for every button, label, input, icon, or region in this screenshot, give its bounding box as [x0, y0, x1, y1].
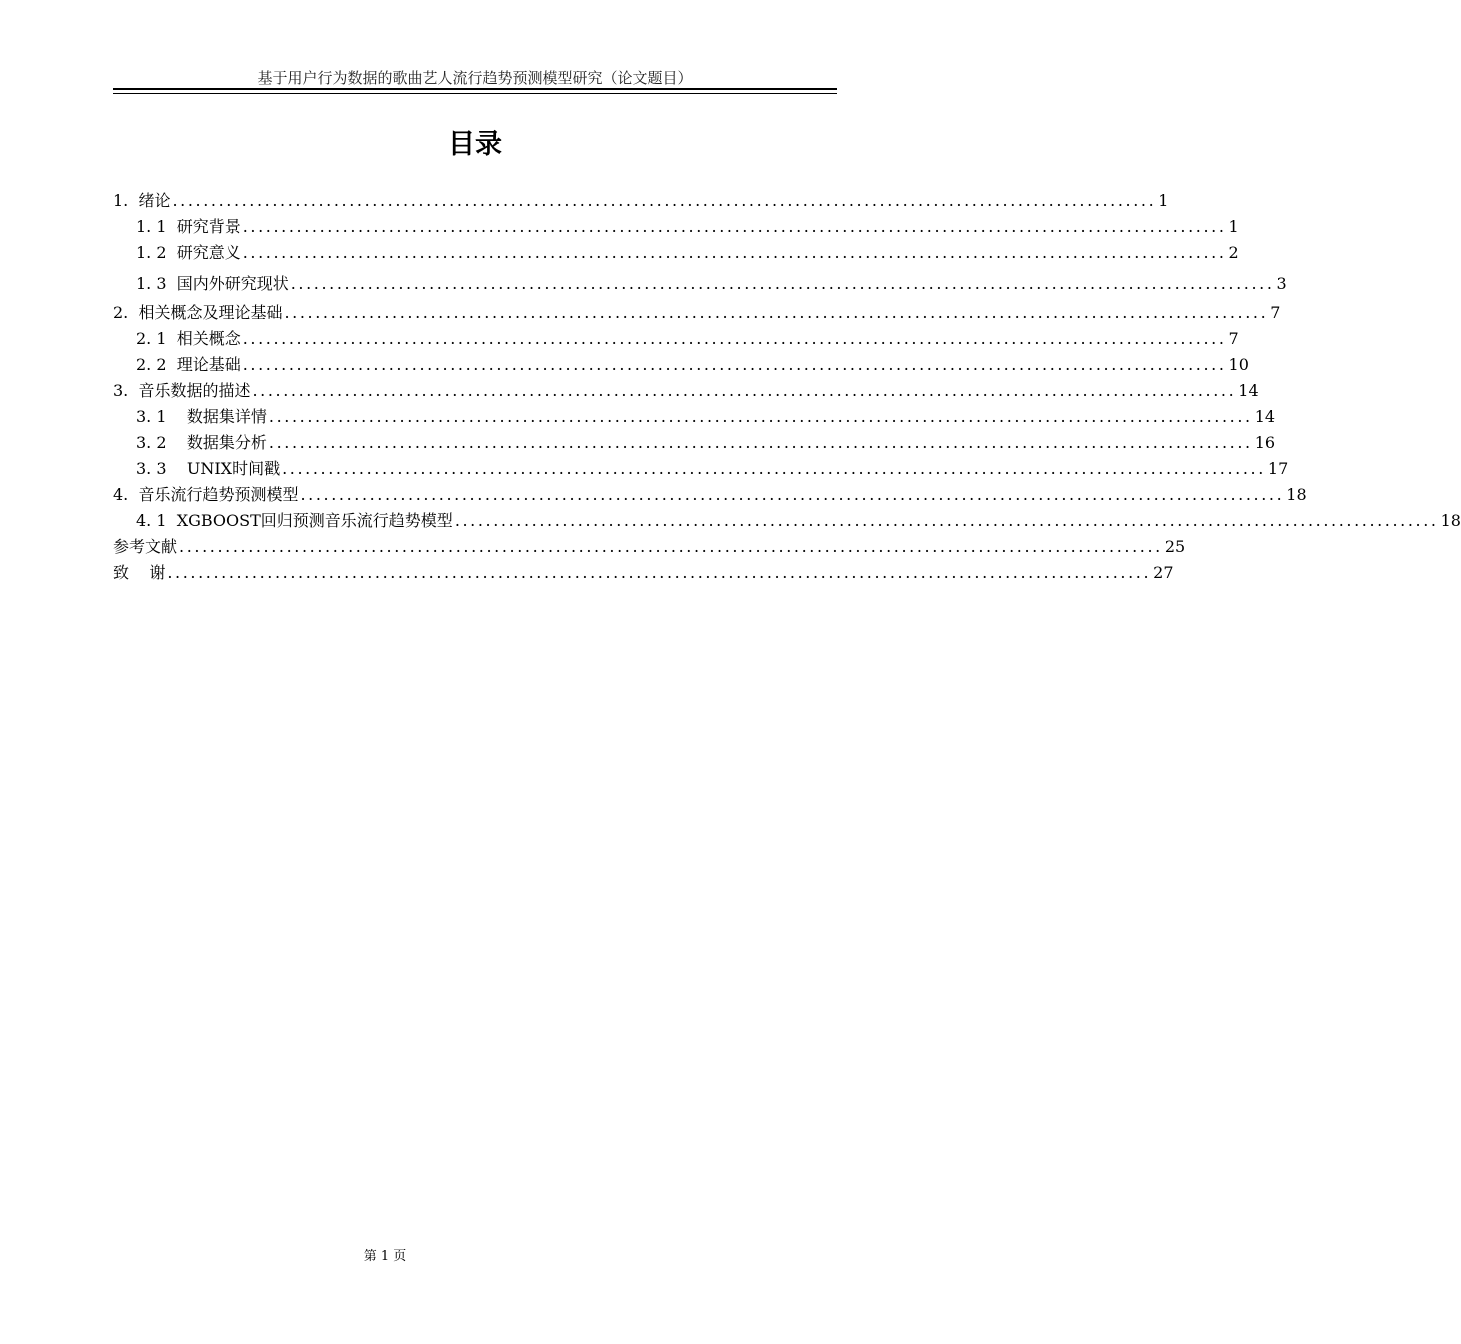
toc-entry-1-1[interactable]	[136, 216, 1239, 238]
toc-entry-number: 4.	[113, 485, 139, 504]
toc-entry-3-3[interactable]	[136, 458, 1289, 480]
toc-dot-leader: ................................................................................................................................	[454, 511, 1439, 530]
toc-dot-leader: ................................................................................................................................	[268, 407, 1253, 426]
footer-page-number: 第 1 页	[363, 1249, 407, 1264]
toc-dot-leader: ................................................................................................................................	[179, 537, 1163, 556]
toc-entry-title: 绪论	[138, 191, 171, 210]
toc-entry-title: UNIX时间戳	[186, 459, 281, 478]
toc-entry-title: 相关概念及理论基础	[138, 303, 283, 322]
toc-entry-title: 数据集详情	[186, 407, 267, 426]
toc-entry-1[interactable]	[113, 190, 1169, 212]
toc-entry-page: 25	[1164, 537, 1186, 556]
toc-entry-3-2[interactable]	[136, 432, 1276, 454]
header-rule-thick	[113, 88, 837, 90]
toc-entry-page: 17	[1267, 459, 1289, 478]
toc-dot-leader: ................................................................................................................................	[290, 274, 1275, 293]
toc-entry-title: 致 谢	[113, 563, 166, 582]
toc-dot-leader: ................................................................................................................................	[268, 433, 1253, 452]
toc-entry-number: 1. 3	[136, 274, 177, 293]
toc-entry-page: 7	[1270, 303, 1281, 322]
toc-dot-leader: ................................................................................................................................	[242, 217, 1227, 236]
toc-dot-leader: ................................................................................................................................	[300, 485, 1285, 504]
toc-entry-page: 10	[1228, 355, 1249, 374]
toc-dot-leader: ................................................................................................................................	[242, 355, 1227, 374]
toc-entry-references[interactable]	[113, 536, 1186, 558]
running-header-title: 基于用户行为数据的歌曲艺人流行趋势预测模型研究（论文题目）	[257, 69, 693, 87]
toc-entry-2-1[interactable]	[136, 328, 1239, 350]
toc-entry-2[interactable]	[113, 302, 1281, 324]
toc-entry-number: 3. 3	[136, 459, 187, 478]
toc-dot-leader: ................................................................................................................................	[167, 563, 1152, 582]
toc-entry-page: 14	[1238, 381, 1259, 400]
toc-entry-4[interactable]	[113, 484, 1307, 506]
toc-entry-page: 1	[1228, 217, 1239, 236]
toc-entry-1-3[interactable]	[136, 273, 1287, 295]
toc-dot-leader: ................................................................................................................................	[282, 459, 1266, 478]
toc-entry-number: 2. 1	[136, 329, 177, 348]
toc-entry-title: 国内外研究现状	[176, 274, 289, 293]
toc-entry-1-2[interactable]	[136, 242, 1239, 264]
toc-entry-number: 3. 2	[136, 433, 187, 452]
toc-entry-title: XGBOOST回归预测音乐流行趋势模型	[176, 511, 453, 530]
toc-entry-page: 16	[1254, 433, 1276, 452]
toc-entry-number: 1. 1	[136, 217, 177, 236]
toc-dot-leader: ................................................................................................................................	[242, 243, 1227, 262]
toc-entry-number: 3. 1	[136, 407, 187, 426]
toc-entry-page: 18	[1440, 511, 1461, 530]
header-rule-thin	[113, 93, 837, 94]
toc-entry-4-1[interactable]	[136, 510, 1461, 532]
toc-entry-number: 1.	[113, 191, 139, 210]
toc-entry-page: 14	[1254, 407, 1276, 426]
toc-entry-page: 18	[1286, 485, 1307, 504]
toc-dot-leader: ................................................................................................................................	[242, 329, 1227, 348]
toc-entry-page: 7	[1228, 329, 1239, 348]
toc-entry-acknowledgements[interactable]	[113, 562, 1174, 584]
toc-entry-page: 27	[1153, 563, 1174, 582]
toc-entry-title: 研究意义	[176, 243, 241, 262]
toc-entry-3[interactable]	[113, 380, 1259, 402]
toc-entry-title: 音乐流行趋势预测模型	[138, 485, 299, 504]
toc-entry-title: 音乐数据的描述	[138, 381, 251, 400]
toc-dot-leader: ................................................................................................................................	[284, 303, 1269, 322]
toc-entry-title: 理论基础	[176, 355, 241, 374]
toc-entry-title: 参考文献	[113, 537, 178, 556]
toc-entry-number: 2.	[113, 303, 139, 322]
toc-heading: 目录	[448, 129, 502, 160]
toc-entry-2-2[interactable]	[136, 354, 1249, 376]
toc-entry-number: 4. 1	[136, 511, 177, 530]
toc-entry-number: 1. 2	[136, 243, 177, 262]
toc-entry-number: 2. 2	[136, 355, 177, 374]
toc-dot-leader: ................................................................................................................................	[172, 191, 1157, 210]
toc-entry-page: 1	[1158, 191, 1169, 210]
toc-entry-number: 3.	[113, 381, 139, 400]
toc-dot-leader: ................................................................................................................................	[252, 381, 1237, 400]
toc-entry-3-1[interactable]	[136, 406, 1276, 428]
toc-entry-title: 相关概念	[176, 329, 241, 348]
toc-entry-title: 研究背景	[176, 217, 241, 236]
toc-entry-page: 3	[1276, 274, 1287, 293]
toc-entry-title: 数据集分析	[186, 433, 267, 452]
toc-entry-page: 2	[1228, 243, 1239, 262]
